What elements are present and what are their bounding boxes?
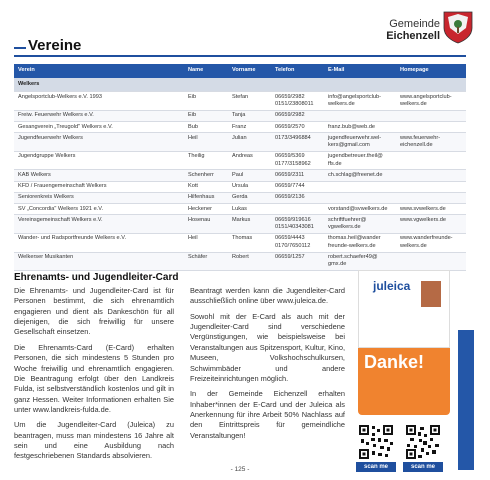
table-cell: 06659/2982 0151/23808011 [271,92,324,111]
title-accent [14,47,26,49]
table-cell: Hosenau [184,215,228,234]
table-cell [324,192,396,203]
table-cell: Wander- und Radsportfreunde Welkers e.V. [14,233,184,252]
table-cell: Julian [228,133,271,152]
page-number: - 125 - [230,466,250,473]
column-header: Telefon [271,64,324,78]
table-cell: 0173/3496884 [271,133,324,152]
table-group-row [14,78,466,92]
municipality-line2: Eichenzell [386,30,440,43]
table-cell [396,151,466,170]
table-cell [396,170,466,181]
table-cell[interactable]: franz.bub@web.de [324,122,396,133]
column-header: E-Mail [324,64,396,78]
paragraph: Die Ehrenamts-Card (E-Card) erhalten Personen, die sich mindestens 5 Stunden pro Woche freiwillig und ehrenamtlich engagieren. Die Beantragung erfolgt über den Landkreis Fulda, ist selbstverständlich kostenlos und gilt in ganz Hessen. Weiter Informationen erhalten Sie unter www.landkreis-fulda.de. [14,342,174,414]
table-cell[interactable]: ch.schlag@freenet.de [324,170,396,181]
card-danke-text: Danke! [364,352,425,372]
table-cell [396,192,466,203]
table-cell: Heckener [184,204,228,215]
table-cell: Seniorenkreis Welkers [14,192,184,203]
table-row [14,252,466,271]
table-cell[interactable]: info@angelsportclub- welkers.de [324,92,396,111]
table-cell: Franz [228,122,271,133]
table-cell[interactable]: vorstand@svwelkers.de [324,204,396,215]
table-cell [396,252,466,271]
paragraph: In der Gemeinde Eichenzell erhalten Inhaber*innen der E-Card und der Juleica als Anerkennung für ihre Arbeit 50% Nachlass auf den Eintrittspreis für gemeindliche Veranstaltungen! [190,389,345,440]
table-cell[interactable]: schriftfuehrer@ vgwelkers.de [324,215,396,234]
table-cell: SV „Concordia" Welkers 1921 e.V. [14,204,184,215]
table-row [14,192,466,203]
table-cell: 06659/919616 0151/40343081 [271,215,324,234]
table-cell: Paul [228,170,271,181]
side-tab-label: Vereine [478,410,490,450]
table-cell: KFD / Frauengemeinschaft Welkers [14,181,184,192]
card-top [358,270,450,348]
table-cell: Hilfenhaus [184,192,228,203]
table-cell [396,181,466,192]
table-row [14,170,466,181]
table-cell: Gesangverein „Treugold" Welkers e.V. [14,122,184,133]
table-cell: 06659/2136 [271,192,324,203]
table-row [14,151,466,170]
column-header: Vorname [228,64,271,78]
paragraph: Die Ehrenamts- und Jugendleiter-Card ist für Personen bestimmt, die sich ehrenamtlich engagieren und dient als Dankeschön für all diejenigen, die sich freiwillig für unsere Gesellschaft einsetzen. [14,286,174,337]
table-row [14,215,466,234]
municipality-line1: Gemeinde [389,18,440,30]
table-cell [396,110,466,121]
table-cell[interactable]: www.vgwelkers.de [396,215,466,234]
municipality-header [386,18,440,42]
juleica-logo: juleica [373,279,411,293]
table-header-row [14,64,466,78]
table-cell: Vereinsgemeinschaft Welkers e.V. [14,215,184,234]
scan-me-label: scan me [403,462,443,472]
juleica-card-image [358,270,450,415]
table-cell: KAB Welkers [14,170,184,181]
table-cell: 06659/7744 [271,181,324,192]
qr-code-icon[interactable] [405,424,441,460]
paragraph: Um die Jugendleiter-Card (Juleica) zu beantragen, muss man mindestens 16 Jahre alt sein und eine Ausbildung nach festgeschriebenen Standards absolvieren. [14,420,174,461]
table-cell[interactable]: robert.schaefer49@ gmx.de [324,252,396,271]
table-cell[interactable]: jugendbetreuer.theil@ ffs.de [324,151,396,170]
table-cell: Schenherr [184,170,228,181]
table-row [14,92,466,111]
table-cell: Eib [184,92,228,111]
table-cell[interactable]: www.angelsportclub- welkers.de [396,92,466,111]
table-cell: Andreas [228,151,271,170]
table-cell: Bub [184,122,228,133]
column-header: Homepage [396,64,466,78]
table-cell: Schäfer [184,252,228,271]
table-cell: 06659/2570 [271,122,324,133]
column-header: Verein [14,64,184,78]
text-column-right [190,286,345,446]
table-cell: Eib [184,110,228,121]
table-cell: Thomas [228,233,271,252]
table-cell [396,122,466,133]
table-cell: Angelsportclub-Welkers e.V. 1993 [14,92,184,111]
table-cell: Heil [184,133,228,152]
table-cell: Jugendgruppe Welkers [14,151,184,170]
clubs-table [14,64,466,271]
table-cell [271,204,324,215]
table-cell: 06659/2311 [271,170,324,181]
table-cell: 06659/4443 0170/7650112 [271,233,324,252]
table-cell: Lukas [228,204,271,215]
table-row [14,204,466,215]
table-cell[interactable]: www.wanderfreunde- welkers.de [396,233,466,252]
table-cell: Freiw. Feuerwehr Welkers e.V. [14,110,184,121]
table-row [14,110,466,121]
coat-of-arms-icon [442,10,474,44]
table-row [14,133,466,152]
column-header: Name [184,64,228,78]
table-cell: Theilig [184,151,228,170]
table-row [14,122,466,133]
table-cell: Ursula [228,181,271,192]
scan-me-label: scan me [356,462,396,472]
title-divider [14,55,466,57]
side-tab [458,330,474,470]
table-cell [324,110,396,121]
table-cell: Robert [228,252,271,271]
text-column-left [14,286,174,467]
page-title: Vereine [28,37,82,54]
group-label: Welkers [14,78,466,92]
section-title: Ehrenamts- und Jugendleiter-Card [14,272,179,283]
table-cell: Welkerser Musikanten [14,252,184,271]
table-cell[interactable]: thomas.heil@wander freunde-welkers.de [324,233,396,252]
table-cell: Tanja [228,110,271,121]
table-cell: Heil [184,233,228,252]
paragraph: Sowohl mit der E-Card als auch mit der Jugendleiter-Card sind verschiedene Vergünstigungen, wie beispielsweise bei Veranstaltungen aus Spitzensport, Kultur, Kino, Museen, Volkshochschulkursen, Schwimmbäder und andere Freizeiteinrichtungen möglich. [190,311,345,383]
table-cell[interactable]: jugendfeuerwehr.wel- kers@gmail.com [324,133,396,152]
table-cell: Markus [228,215,271,234]
qr-code-icon[interactable] [358,424,394,460]
table-cell: Kott [184,181,228,192]
table-cell: Jugendfeuerwehr Welkers [14,133,184,152]
table-cell: 06659/1257 [271,252,324,271]
card-photo [421,281,441,307]
table-row [14,233,466,252]
paragraph: Beantragt werden kann die Jugendleiter-Card ausschließlich online über www.juleica.de. [190,286,345,306]
table-cell: 06659/5369 0177/3158962 [271,151,324,170]
table-cell[interactable]: www.svwelkers.de [396,204,466,215]
table-row [14,181,466,192]
table-cell: 06659/2982 [271,110,324,121]
table-cell: Gerda [228,192,271,203]
table-cell[interactable]: www.feuerwehr- eichenzell.de [396,133,466,152]
table-cell: Stefan [228,92,271,111]
table-cell [324,181,396,192]
